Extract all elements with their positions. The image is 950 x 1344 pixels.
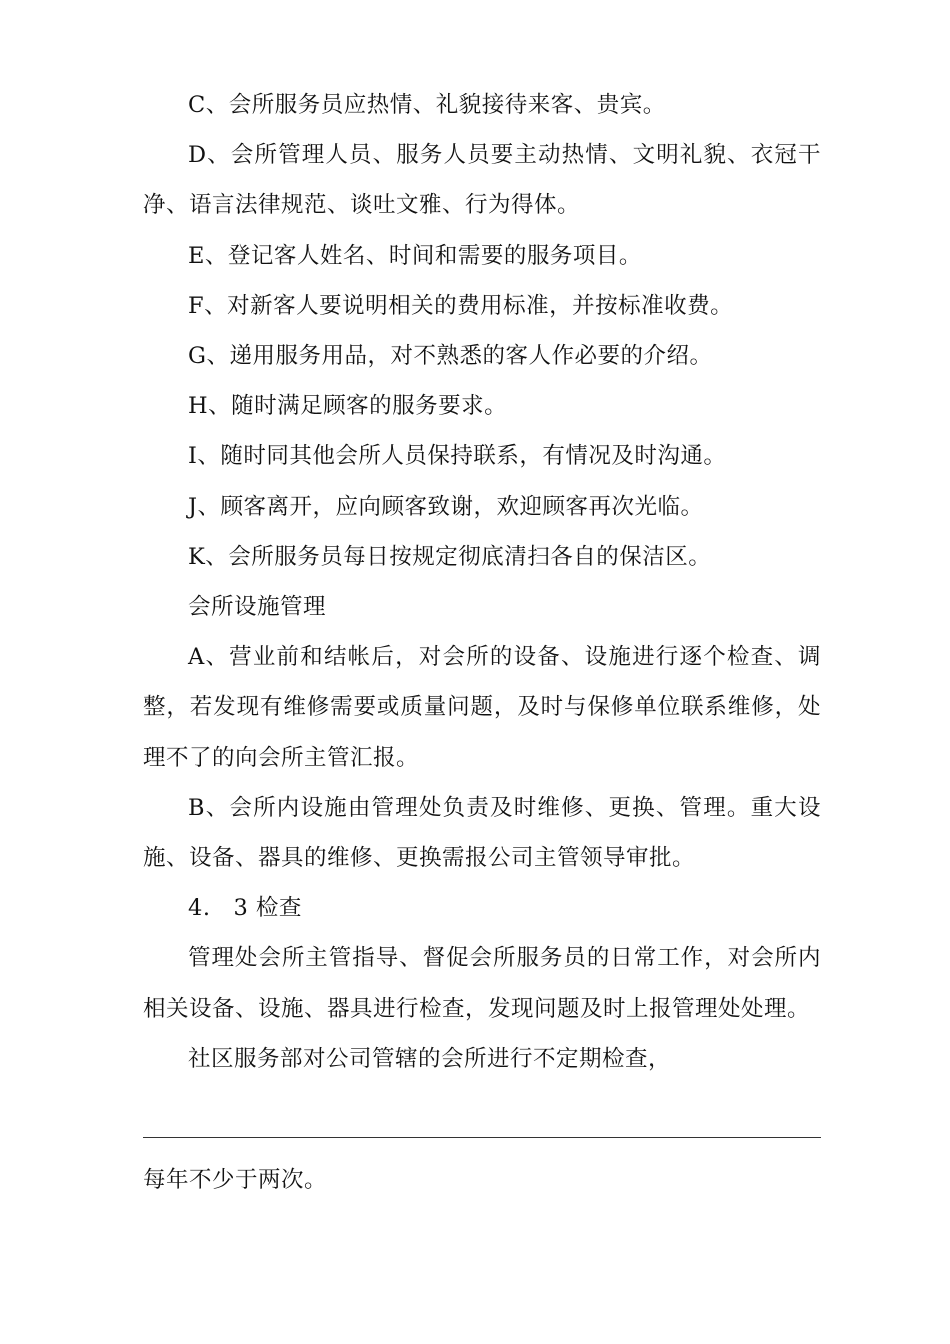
paragraph-item-k: K、会所服务员每日按规定彻底清扫各自的保洁区。 — [188, 543, 712, 570]
paragraph-facility-a: A、营业前和结帐后，对会所的设备、设施进行逐个检查、调整，若发现有维修需要或质量问题，及时与保修单位联系维修，处理不了的向会所主管汇报。 — [143, 644, 821, 771]
paragraph-item-e: E、登记客人姓名、时间和需要的服务项目。 — [188, 242, 642, 269]
document-body — [143, 80, 821, 1084]
paragraph-item-d: D、会所管理人员、服务人员要主动热情、文明礼貌、衣冠干净、语言法律规范、谈吐文雅、行为得体。 — [143, 142, 821, 219]
paragraph-item-f: F、对新客人要说明相关的费用标准，并按标准收费。 — [188, 292, 734, 319]
footnote-divider — [143, 1137, 821, 1138]
paragraph-item-h: H、随时满足顾客的服务要求。 — [188, 393, 508, 420]
paragraph-facility-b: B、会所内设施由管理处负责及时维修、更换、管理。重大设施、设备、器具的维修、更换需报公司主管领导审批。 — [143, 794, 821, 872]
section-heading-facility-management: 会所设施管理 — [188, 594, 327, 621]
footnote-text: 每年不少于两次。 — [143, 1167, 328, 1193]
paragraph-inspection-supervisor: 管理处会所主管指导、督促会所服务员的日常工作，对会所内相关设备、设施、器具进行检查，发现问题及时上报管理处处理。 — [143, 945, 821, 1022]
paragraph-item-i: I、随时同其他会所人员保持联系，有情况及时沟通。 — [188, 443, 727, 470]
paragraph-item-g: G、递用服务用品，对不熟悉的客人作必要的介绍。 — [188, 343, 713, 370]
paragraph-item-j: J、顾客离开，应向顾客致谢，欢迎顾客再次光临。 — [188, 493, 704, 520]
paragraph-inspection-community: 社区服务部对公司管辖的会所进行不定期检查， — [188, 1045, 672, 1072]
paragraph-item-c: C、会所服务员应热情、礼貌接待来客、贵宾。 — [188, 92, 666, 118]
section-heading-inspection: 4. 3 检查 — [188, 895, 302, 922]
